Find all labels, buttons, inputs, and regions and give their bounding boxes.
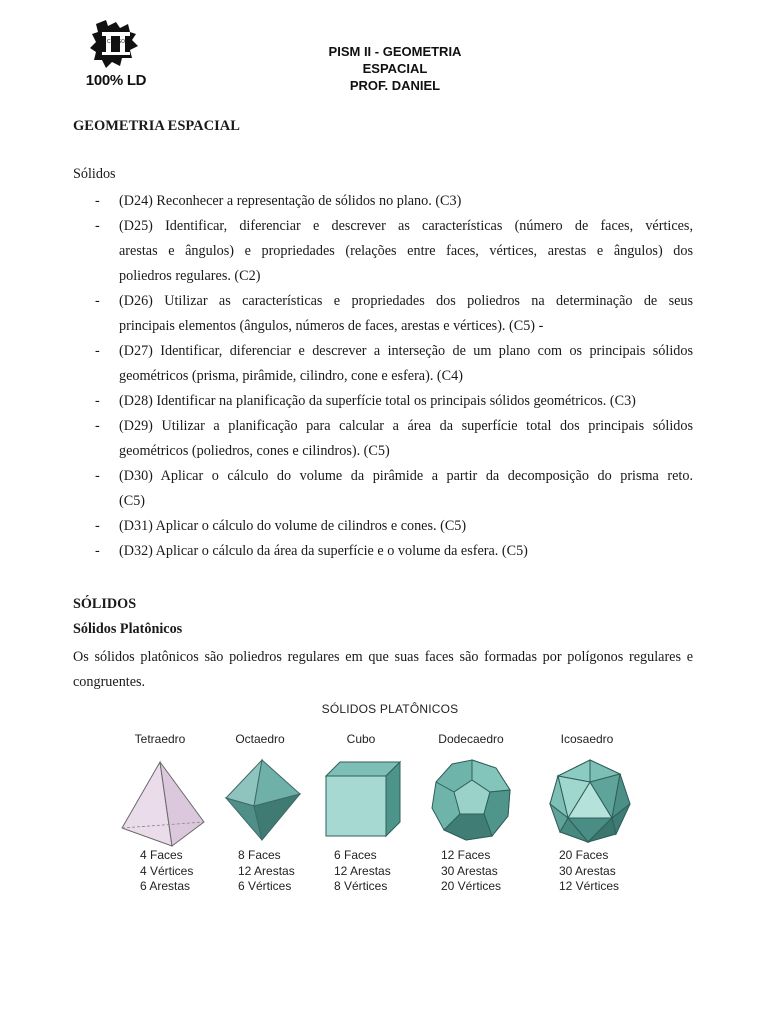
descriptor-line: principais elementos (ângulos, números de faces, arestas e vértices). (C5) - (119, 318, 544, 334)
descriptor-line: geométricos (poliedros, cones e cilindros). (C5) (119, 443, 390, 459)
stat-line: 6 Faces (334, 848, 377, 862)
solidos-heading: SÓLIDOS (73, 596, 137, 612)
descriptor-line: poliedros regulares. (C2) (119, 268, 261, 284)
descriptor-item (73, 289, 693, 339)
descriptor-line: arestas e ângulos) e propriedades (relações entre faces, vértices, arestas e ângulos) dos (119, 243, 693, 259)
solid-name-cubo: Cubo (346, 732, 376, 746)
bullet-dash: - (95, 193, 100, 209)
stat-line: 30 Arestas (441, 863, 498, 878)
platonicos-paragraph: Os sólidos platônicos são poliedros regulares em que suas faces são formadas por polígonos regulares e congruentes. (73, 649, 693, 690)
icosahedron-icon (548, 758, 632, 844)
bullet-dash: - (95, 468, 100, 484)
descriptor-item (73, 514, 693, 539)
tetrahedron-icon (120, 758, 206, 848)
solid-stats-icosaedro (559, 848, 619, 895)
stat-line: 4 Vértices (140, 863, 194, 878)
header-title-line2: PROF. DANIEL (349, 78, 441, 93)
platonicos-heading: Sólidos Platônicos (73, 621, 183, 637)
header-title-line1: PISM II - GEOMETRIA ESPACIAL (328, 44, 462, 76)
descriptor-item (73, 389, 693, 414)
stat-line: 30 Arestas (559, 863, 616, 878)
school-logo (82, 18, 150, 92)
descriptor-item (73, 414, 693, 464)
stat-line: 12 Vértices (559, 879, 620, 893)
descriptor-line: (D25) Identificar, diferenciar e descrever as características (número de faces, vértices, (119, 218, 693, 234)
descriptor-line: (D29) Utilizar a planificação para calcular a área da superfície total dos principais sólidos (119, 418, 693, 434)
section-title: GEOMETRIA ESPACIAL (73, 118, 240, 134)
stat-line: 20 Vértices (441, 879, 502, 893)
bullet-dash: - (95, 418, 100, 434)
solid-name-tetraedro: Tetraedro (134, 732, 186, 746)
logo-emblem-icon (82, 18, 150, 72)
stat-line: 12 Faces (441, 848, 491, 862)
solid-name-dodecaedro: Dodecaedro (438, 732, 504, 746)
solid-stats-dodecaedro (441, 848, 501, 895)
logo-curso-text: CURSO (106, 39, 126, 45)
octahedron-icon (224, 758, 304, 842)
solid-name-octaedro: Octaedro (235, 732, 285, 746)
stat-line: 8 Vértices (334, 879, 388, 893)
descriptor-item (73, 464, 693, 514)
dodecahedron-icon (430, 758, 514, 842)
descriptor-item (73, 339, 693, 389)
solid-name-icosaedro: Icosaedro (560, 732, 614, 746)
subsection-label: Sólidos (73, 166, 116, 182)
figure-title: SÓLIDOS PLATÔNICOS (321, 702, 459, 716)
descriptor-line: (D27) Identificar, diferenciar e descrever a interseção de um plano com os principais sólidos (119, 343, 693, 359)
stat-line: 20 Faces (559, 848, 609, 862)
descriptor-line: geométricos (prisma, pirâmide, cilindro, cone e esfera). (C4) (119, 368, 463, 384)
solid-stats-cubo (334, 848, 391, 895)
bullet-dash: - (95, 293, 100, 309)
bullet-dash: - (95, 518, 100, 534)
descriptor-item (73, 539, 693, 564)
logo-text: 100% LD (85, 72, 147, 89)
descriptor-line: (D26) Utilizar as características e propriedades dos poliedros na determinação de seus (119, 293, 693, 309)
bullet-dash: - (95, 543, 100, 559)
descriptor-line: (D30) Aplicar o cálculo do volume da pirâmide a partir da decomposição do prisma reto. (119, 468, 693, 484)
stat-line: 4 Faces (140, 848, 183, 862)
bullet-dash: - (95, 218, 100, 234)
stat-line: 8 Faces (238, 848, 281, 862)
descriptor-line: (D28) Identificar na planificação da superfície total os principais sólidos geométricos. (C3) (119, 393, 636, 409)
solid-stats-octaedro (238, 848, 295, 895)
document-header (300, 43, 490, 94)
cube-icon (324, 758, 404, 840)
stat-line: 6 Vértices (238, 879, 292, 893)
stat-line: 6 Arestas (140, 879, 191, 893)
descriptor-line: (C5) (119, 493, 146, 509)
stat-line: 12 Arestas (334, 863, 391, 878)
bullet-dash: - (95, 393, 100, 409)
descriptor-line: (D24) Reconhecer a representação de sólidos no plano. (C3) (119, 193, 462, 209)
descriptor-line: (D31) Aplicar o cálculo do volume de cilindros e cones. (C5) (119, 518, 467, 534)
bullet-dash: - (95, 343, 100, 359)
stat-line: 12 Arestas (238, 863, 295, 878)
descriptor-line: (D32) Aplicar o cálculo da área da superfície e o volume da esfera. (C5) (119, 543, 528, 559)
solid-stats-tetraedro (140, 848, 193, 895)
descriptor-item (73, 214, 693, 289)
descriptor-item (73, 189, 693, 214)
